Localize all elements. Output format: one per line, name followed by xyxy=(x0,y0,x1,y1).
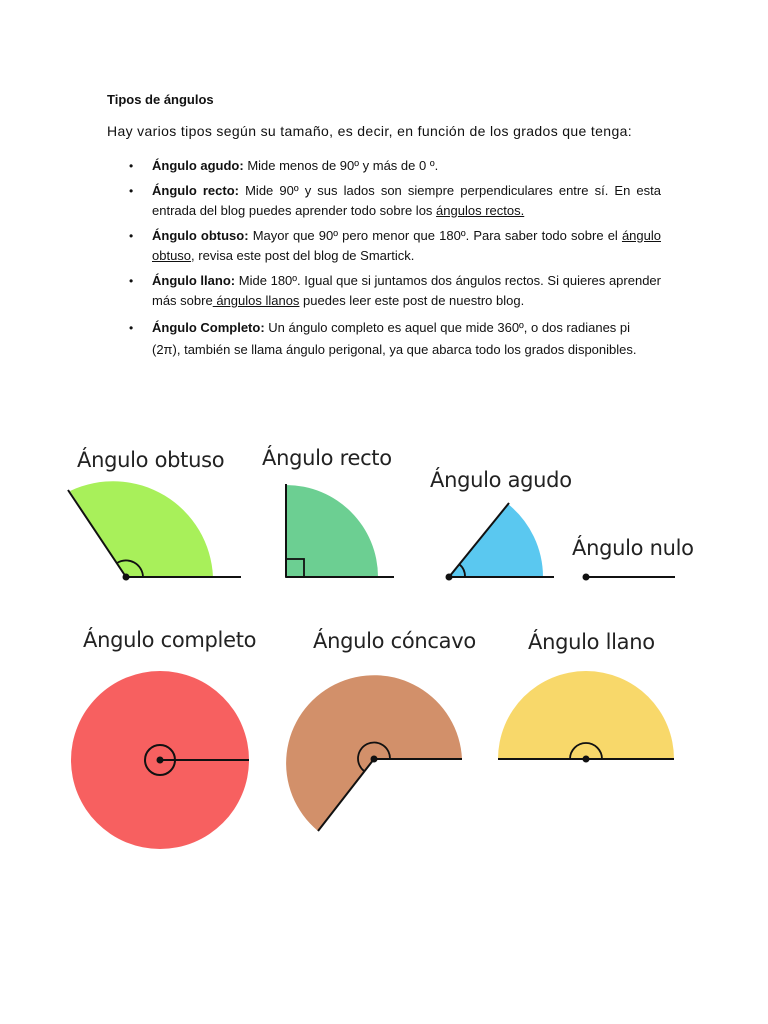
description-text: Mayor que 90º pero menor que 180º. Para saber todo sobre el xyxy=(248,227,622,243)
label-acute-angle: Ángulo agudo xyxy=(430,468,572,492)
acute-angle-sector xyxy=(449,504,543,577)
straight-angle-sector xyxy=(498,671,674,759)
null-angle-figure xyxy=(572,535,694,581)
description-text: Un ángulo completo es aquel que mide 360º, o dos radianes pi (2π), también se llama ángulo perigonal, ya que abarca todo los grados disponibles. xyxy=(152,319,637,357)
null-angle-vertex xyxy=(583,574,590,581)
obtuse-angle-sector xyxy=(70,481,213,577)
blog-link[interactable]: ángulos rectos. xyxy=(436,203,525,218)
right-angle-sector xyxy=(286,485,378,577)
bullet-icon: • xyxy=(129,159,134,173)
angle-term: Ángulo obtuso: xyxy=(152,227,249,243)
label-null-angle: Ángulo nulo xyxy=(572,536,694,560)
angle-term: Ángulo agudo: xyxy=(152,158,244,173)
acute-angle-figure xyxy=(430,467,572,581)
angle-term: Ángulo recto: xyxy=(152,182,239,198)
bullet-icon: • xyxy=(129,228,134,243)
description-text: , revisa este post del blog de Smartick. xyxy=(191,248,415,263)
concave-angle-vertex xyxy=(371,756,378,763)
straight-angle-vertex xyxy=(583,756,590,763)
full-angle-vertex xyxy=(157,757,164,764)
section-heading: Tipos de ángulos xyxy=(107,92,214,107)
right-angle-figure xyxy=(262,445,394,577)
angle-term: Ángulo Completo: xyxy=(152,319,265,335)
straight-angle-figure xyxy=(498,629,674,763)
intro-paragraph: Hay varios tipos según su tamaño, es decir, en función de los grados que tenga: xyxy=(107,123,632,139)
label-right-angle: Ángulo recto xyxy=(262,446,392,470)
concave-angle-figure xyxy=(286,628,476,831)
description-text: Mide menos de 90º y más de 0 º. xyxy=(243,158,439,173)
description-text: Mide 90º y sus lados son siempre perpendiculares entre sí. En esta entrada del blog puedes aprender todo sobre los xyxy=(152,182,661,218)
full-angle-figure xyxy=(71,627,256,849)
label-full-angle: Ángulo completo xyxy=(83,628,257,652)
obtuse-angle-figure xyxy=(68,447,241,581)
acute-angle-vertex xyxy=(446,574,453,581)
blog-link[interactable]: ángulos llanos xyxy=(212,293,300,308)
angle-term: Ángulo llano: xyxy=(152,272,236,288)
bullet-icon: • xyxy=(129,183,134,198)
description-text: puedes leer este post de nuestro blog. xyxy=(299,293,525,308)
bullet-icon: • xyxy=(129,320,134,335)
obtuse-angle-vertex xyxy=(123,574,130,581)
blog-link[interactable]: ángulo obtuso xyxy=(152,227,661,263)
label-concave-angle: Ángulo cóncavo xyxy=(313,629,476,653)
concave-angle-sector xyxy=(286,675,462,831)
description-text: Mide 180º. Igual que si juntamos dos ángulos rectos. Si quieres aprender más sobre xyxy=(152,272,661,308)
bullet-icon: • xyxy=(129,273,134,288)
label-obtuse-angle: Ángulo obtuso xyxy=(77,448,225,472)
label-straight-angle: Ángulo llano xyxy=(528,630,655,654)
